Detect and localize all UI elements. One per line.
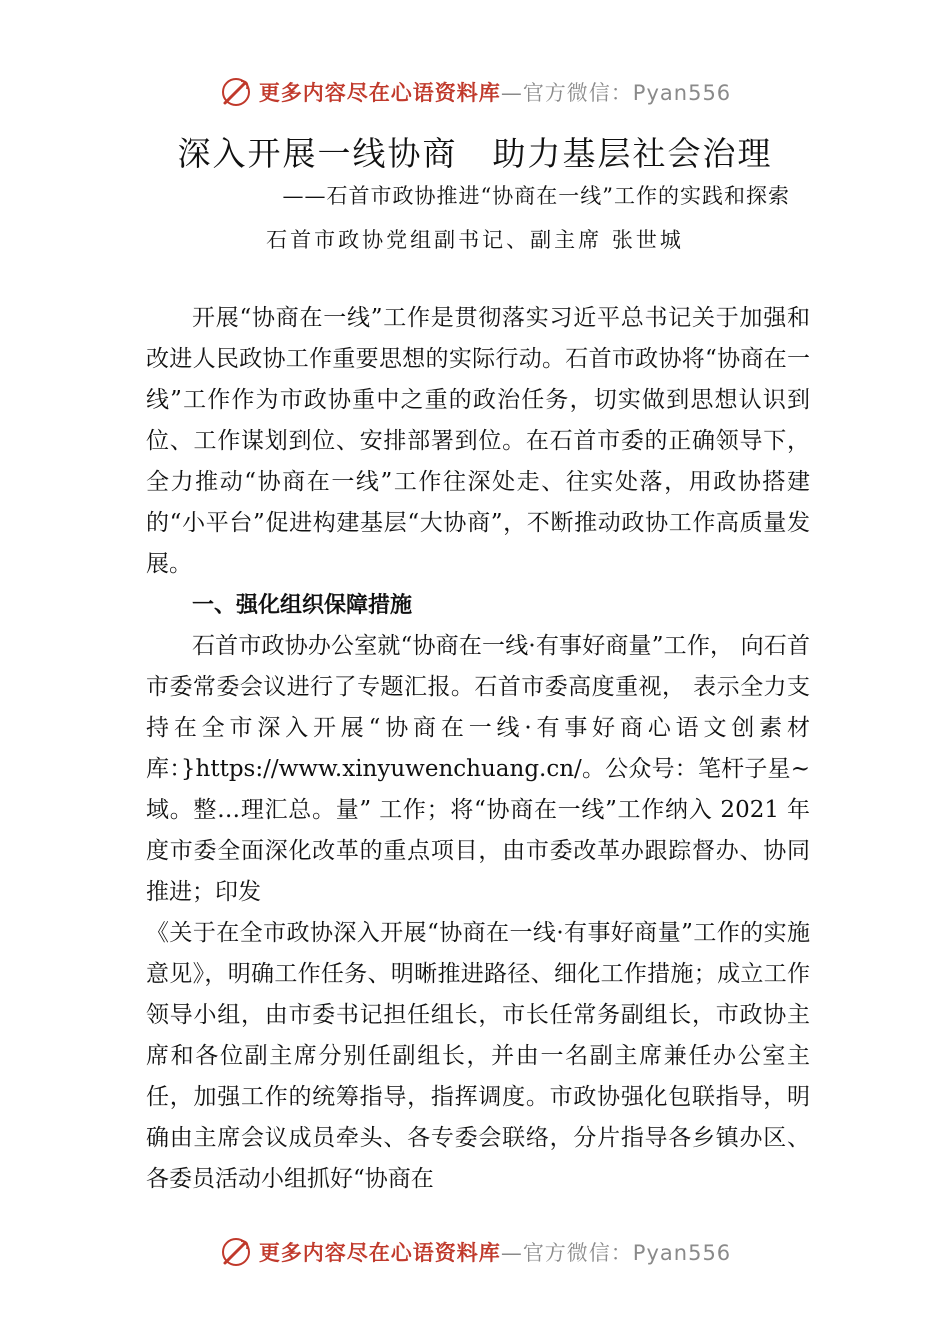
watermark-gray-text: —官方微信：Pyan556 <box>500 81 732 105</box>
document-author: 石首市政协党组副书记、副主席 张世城 <box>266 228 684 252</box>
brush-logo-icon <box>219 1235 253 1269</box>
watermark-gray-text: —官方微信：Pyan556 <box>500 1241 732 1265</box>
document-subtitle: ——石首市政协推进“协商在一线”工作的实践和探索 <box>282 184 790 208</box>
brush-logo-icon <box>219 75 253 109</box>
paragraph-intro: 开展“协商在一线”工作是贯彻落实习近平总书记关于加强和改进人民政协工作重要思想的实际行动。石首市政协将“协商在一线”工作作为市政协重中之重的政治任务，切实做到思想认识到位、工作谋划到位、安排部署到位。在石首市委的正确领导下，全力推动“协商在一线”工作往深处走、往实处落，用政协搭建的“小平台”促进构建基层“大协商”，不断推动政协工作高质量发展。 <box>146 305 810 577</box>
document-title: 深入开展一线协商 助力基层社会治理 <box>177 134 773 173</box>
watermark-banner-top <box>0 72 950 112</box>
section-heading-1: 一、强化组织保障措施 <box>192 593 413 618</box>
watermark-banner-bottom <box>0 1232 950 1272</box>
paragraph-section-1b: 《关于在全市政协深入开展“协商在一线·有事好商量”工作的实施意见》，明确工作任务、明晰推进路径、细化工作措施；成立工作领导小组，由市委书记担任组长，市长任常务副组长，市政协主席和各位副主席分别任副组长，并由一名副主席兼任办公室主任，加强工作的统筹指导，指挥调度。市政协强化包联指导，明确由主席会议成员牵头、各专委会联络，分片指导各乡镇办区、各委员活动小组抓好“协商在 <box>146 920 810 1192</box>
paragraph-section-1a: 石首市政协办公室就“协商在一线·有事好商量”工作， 向石首市委常委会议进行了专题汇报。石首市委高度重视， 表示全力支持在全市深入开展“协商在一线·有事好商心语文创素材库：}https://www.xinyuwenchuang.cn/。公众号：笔杆子星~域。整…理汇总。量” 工作；将“协商在一线”工作纳入 2021 年度市委全面深化改革的重点项目，由市委改革办跟踪督办、协同推进；印发 <box>146 633 810 905</box>
watermark-red-text: 更多内容尽在心语资料库 <box>258 81 501 105</box>
watermark-red-text: 更多内容尽在心语资料库 <box>258 1241 501 1265</box>
document-body <box>146 298 810 1200</box>
